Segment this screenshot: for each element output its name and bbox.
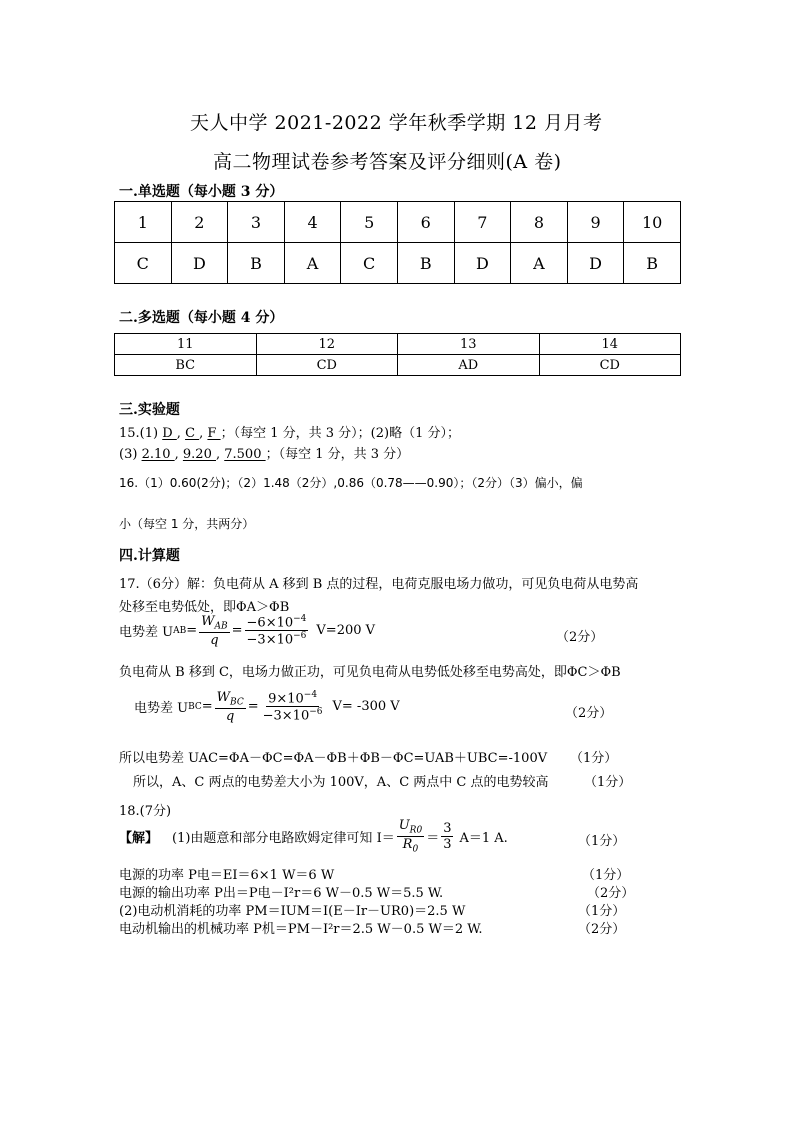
q18-mid: ＝ xyxy=(426,830,440,846)
eq2-num-exp: −4 xyxy=(303,690,318,700)
eq2-den-exp: −6 xyxy=(309,707,323,718)
q18-line-1 xyxy=(119,818,508,854)
q18-line-1-text: (1)由题意和部分电路欧姆定律可知 I＝ xyxy=(172,830,395,846)
q18-frac-num: 3 xyxy=(443,820,452,836)
q18-line-1-score: （1分） xyxy=(578,834,626,849)
q18-line-5: 电动机输出的机械功率 P机＝PM－I²r＝2.5 W－0.5 W＝2 W. xyxy=(119,922,483,937)
table-cell: C xyxy=(341,243,398,284)
table-cell: A xyxy=(284,243,341,284)
q17-equation-1: 电势差 U AB = $\frac{W_{AB}}{q}$ = $\frac{-6\times 10^{-4}}{-3\times 10^{-6}}$ V=200 V xyxy=(119,614,376,648)
q18-jie: 【解】 xyxy=(119,830,159,846)
eq1-label-sub: AB xyxy=(173,625,187,636)
table-row xyxy=(115,243,681,284)
section-3-title: 三.实验题 xyxy=(119,402,180,418)
q15-answer-2: C xyxy=(185,426,200,441)
q15-3-answer-3: 7.500 xyxy=(224,447,266,462)
table-cell: D xyxy=(567,243,624,284)
table-cell: A xyxy=(511,243,568,284)
q17-line-4-score: （1分） xyxy=(570,751,618,766)
q18-fraction-symbolic xyxy=(397,818,424,854)
q18-line-2-score: （1分） xyxy=(582,868,630,883)
q17-equation-2: 电势差 U BC = $\frac{W_{BC}}{q}$ = $\frac{9\times 10^{-4}}{-3\times 10^{-6}}$ V= -300 V xyxy=(134,690,400,724)
q18-num: U xyxy=(398,818,410,833)
eq2-den-val: −3×10 xyxy=(262,708,310,724)
title-line-1: 天人中学 2021-2022 学年秋季学期 12 月月考 xyxy=(190,112,603,134)
table-cell: 7 xyxy=(454,202,511,243)
eq1-fraction-symbolic xyxy=(199,614,230,648)
table-cell: 3 xyxy=(228,202,285,243)
table-cell: 13 xyxy=(398,334,540,355)
q18-line-4: (2)电动机消耗的功率 PM＝IUM＝I(E－Ir－UR0)＝2.5 W xyxy=(119,904,466,919)
eq1-score: （2分） xyxy=(556,630,604,645)
eq1-num-sub: AB xyxy=(214,621,228,632)
table-cell: 6 xyxy=(397,202,454,243)
section-1-title: 一.单选题（每小题 3 分） xyxy=(119,184,284,200)
table-cell: 10 xyxy=(624,202,681,243)
q15-prefix: 15.(1) xyxy=(119,426,159,441)
q17-line-1: 17.（6分）解：负电荷从 A 移到 B 点的过程，电荷克服电场力做功，可见负电荷从电势高 xyxy=(119,577,639,592)
multi-choice-table xyxy=(114,333,681,376)
q18-line-3-score: （2分） xyxy=(587,886,635,901)
eq2-label: 电势差 U xyxy=(134,701,189,717)
title-line-2: 高二物理试卷参考答案及评分细则(A 卷) xyxy=(213,151,562,173)
eq2-den-sym: q xyxy=(226,708,235,724)
q17-line-3: 负电荷从 B 移到 C，电场力做正功，可见负电荷从电势低处移至电势高处，即ΦC＞ΦB xyxy=(119,665,621,680)
q15-line-1: 15.(1) D , C , F ；（每空 1 分，共 3 分）；(2)略（1 分）； xyxy=(119,426,460,441)
single-choice-table xyxy=(114,201,681,284)
table-row xyxy=(115,334,681,355)
q17-line-4: 所以电势差 UAC=ΦA－ΦC=ΦA－ΦB＋ΦB－ΦC=UAB＋UBC=-100V xyxy=(119,751,548,766)
section-4-title: 四.计算题 xyxy=(119,548,180,564)
q18-line-2: 电源的功率 P电＝EI＝6×1 W＝6 W xyxy=(119,868,335,883)
q15-suffix: ；（每空 1 分，共 3 分）；(2)略（1 分）； xyxy=(220,426,460,441)
eq2-fraction-symbolic xyxy=(215,690,246,724)
q18-num-sub: R0 xyxy=(409,825,423,836)
table-cell: 14 xyxy=(539,334,681,355)
eq2-fraction-numeric xyxy=(261,690,325,724)
eq2-num-val: 9×10 xyxy=(268,691,304,707)
table-cell: CD xyxy=(539,355,681,376)
table-cell: B xyxy=(624,243,681,284)
eq1-num-val: −6×10 xyxy=(246,615,294,631)
table-cell: 1 xyxy=(115,202,172,243)
eq1-num-sym: W xyxy=(201,614,215,630)
table-cell: 12 xyxy=(256,334,398,355)
q18-den-sub: 0 xyxy=(412,844,419,855)
q18-fraction-numeric xyxy=(441,821,453,852)
q15-3-suffix: ；（每空 1 分，共 3 分） xyxy=(265,447,410,462)
eq2-num-sub: BC xyxy=(230,697,244,708)
q15-3-answer-1: 2.10 xyxy=(141,447,175,462)
table-cell: B xyxy=(397,243,454,284)
table-cell: BC xyxy=(115,355,257,376)
eq1-den-val: −3×10 xyxy=(246,632,294,648)
table-cell: 2 xyxy=(171,202,228,243)
table-cell: 5 xyxy=(341,202,398,243)
table-cell: D xyxy=(171,243,228,284)
q18-title: 18.(7分) xyxy=(119,804,172,819)
table-cell: 8 xyxy=(511,202,568,243)
eq2-label-sub: BC xyxy=(188,701,202,712)
q18-frac-den: 3 xyxy=(443,836,452,852)
q15-answer-3: F xyxy=(207,426,221,441)
q18-den: R xyxy=(402,836,413,852)
q15-line-2: (3) 2.10 , 9.20 , 7.500 ；（每空 1 分，共 3 分） xyxy=(119,447,410,462)
q17-line-5-score: （1分） xyxy=(584,775,632,790)
q15-3-prefix: (3) xyxy=(119,447,138,462)
eq1-result: V=200 V xyxy=(316,623,376,639)
eq1-den-exp: −6 xyxy=(293,631,307,642)
table-cell: 9 xyxy=(567,202,624,243)
q18-line-5-score: （2分） xyxy=(578,922,626,937)
table-cell: D xyxy=(454,243,511,284)
table-cell: 11 xyxy=(115,334,257,355)
section-2-title: 二.多选题（每小题 4 分） xyxy=(119,310,284,326)
q16-line-1: 16.（1）0.60(2分)；（2）1.48（2分）,0.86（0.78——0.90）；（2分）（3）偏小，偏 xyxy=(119,476,583,490)
eq2-num-sym: W xyxy=(216,690,231,706)
table-row xyxy=(115,202,681,243)
q18-line-4-score: （1分） xyxy=(578,904,626,919)
eq1-fraction-numeric xyxy=(245,614,309,648)
q15-answer-1: D xyxy=(162,426,177,441)
table-cell: C xyxy=(115,243,172,284)
table-cell: B xyxy=(228,243,285,284)
q16-line-2: 小（每空 1 分，共两分） xyxy=(119,517,255,531)
q18-line-1-end: A＝1 A. xyxy=(459,830,508,846)
eq1-den-sym: q xyxy=(210,632,219,648)
eq1-num-exp: −4 xyxy=(293,614,307,624)
eq1-label: 电势差 U xyxy=(119,625,174,641)
q18-line-3: 电源的输出功率 P出＝P电－I²r＝6 W－0.5 W＝5.5 W. xyxy=(119,886,444,901)
eq2-result: V= -300 V xyxy=(332,699,400,715)
table-cell: AD xyxy=(398,355,540,376)
table-row xyxy=(115,355,681,376)
table-cell: CD xyxy=(256,355,398,376)
q17-line-5: 所以，A、C 两点的电势差大小为 100V，A、C 两点中 C 点的电势较高 xyxy=(133,775,549,790)
q17-line-2: 处移至电势低处，即ΦA＞ΦB xyxy=(119,600,290,615)
eq2-score: （2分） xyxy=(565,706,613,721)
q15-3-answer-2: 9.20 xyxy=(182,447,216,462)
table-cell: 4 xyxy=(284,202,341,243)
